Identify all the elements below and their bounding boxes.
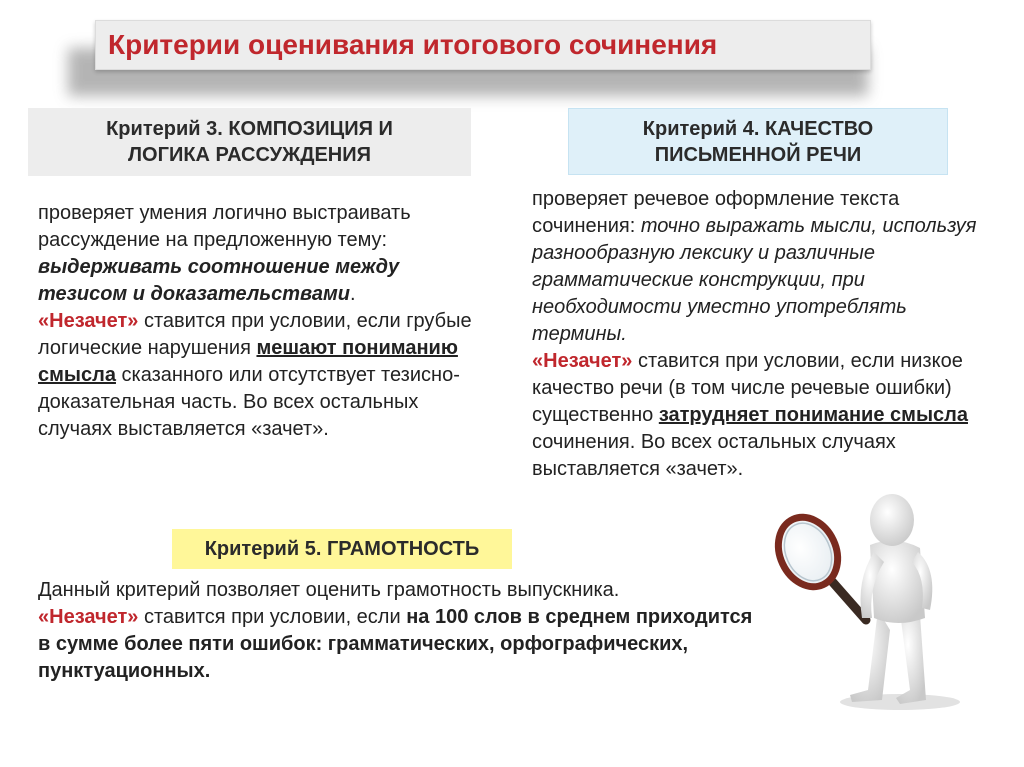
criterion-4-fail-end: сочинения. Во всех остальных случаях выставляется «зачет».: [532, 431, 896, 480]
criterion-3-fail-label: «Незачет»: [38, 310, 139, 332]
criterion-3-fail-emphasis: мешают пониманию смысла: [38, 337, 458, 386]
criterion-5-fail-label: «Незачет»: [38, 606, 139, 628]
criterion-3-heading-box: [28, 108, 471, 176]
criterion-4-fail-label: «Незачет»: [532, 350, 633, 372]
criterion-3-desc: проверяет умения логично выстраивать рассуждение на предложенную тему:: [38, 202, 411, 251]
criterion-5-fail-emphasis: на 100 слов в среднем приходится в сумме более пяти ошибок: грамматических, орфографических, пунктуационных.: [38, 606, 753, 682]
criterion-4-desc: проверяет речевое оформление текста сочинения:: [532, 188, 900, 237]
criterion-3-fail-text: ставится при условии, если грубые логические нарушения: [38, 310, 472, 359]
criterion-3-desc-end: .: [350, 283, 356, 305]
criterion-4-fail-text: ставится при условии, если низкое качество речи (в том числе речевые ошибки) существенно: [532, 350, 963, 426]
person-with-magnifier-icon: [770, 490, 990, 720]
criterion-5-desc: Данный критерий позволяет оценить грамотность выпускника.: [38, 579, 620, 601]
criterion-4-heading: Критерий 4. КАЧЕСТВО ПИСЬМЕННОЙ РЕЧИ: [642, 117, 874, 166]
criterion-3-fail-end: сказанного или отсутствует тезисно-доказательная часть. Во всех остальных случаях выставляется «зачет».: [38, 364, 460, 440]
criterion-4-desc-emphasis: точно выражать мысли, используя разнообразную лексику и различные грамматические конструкции, при необходимости уместно употреблять термины.: [532, 215, 977, 345]
criterion-5-text: [38, 577, 758, 685]
criterion-4-heading-box: [568, 108, 948, 175]
page-title: Критерии оценивания итогового сочинения: [108, 29, 718, 60]
criterion-5-heading-box: [172, 529, 512, 569]
criterion-5-heading: Критерий 5. ГРАМОТНОСТЬ: [204, 538, 480, 560]
page-title-box: [95, 20, 871, 70]
criterion-3-heading: Критерий 3. КОМПОЗИЦИЯ И ЛОГИКА РАССУЖДЕНИЯ: [106, 118, 393, 166]
criterion-3-desc-emphasis: выдерживать соотношение между тезисом и доказательствами: [38, 256, 400, 305]
criterion-4-text: [532, 186, 1002, 483]
criterion-3-text: [38, 200, 478, 443]
criterion-5-fail-text: ставится при условии, если: [138, 606, 407, 628]
criterion-4-fail-emphasis: затрудняет понимание смысла: [658, 404, 968, 426]
